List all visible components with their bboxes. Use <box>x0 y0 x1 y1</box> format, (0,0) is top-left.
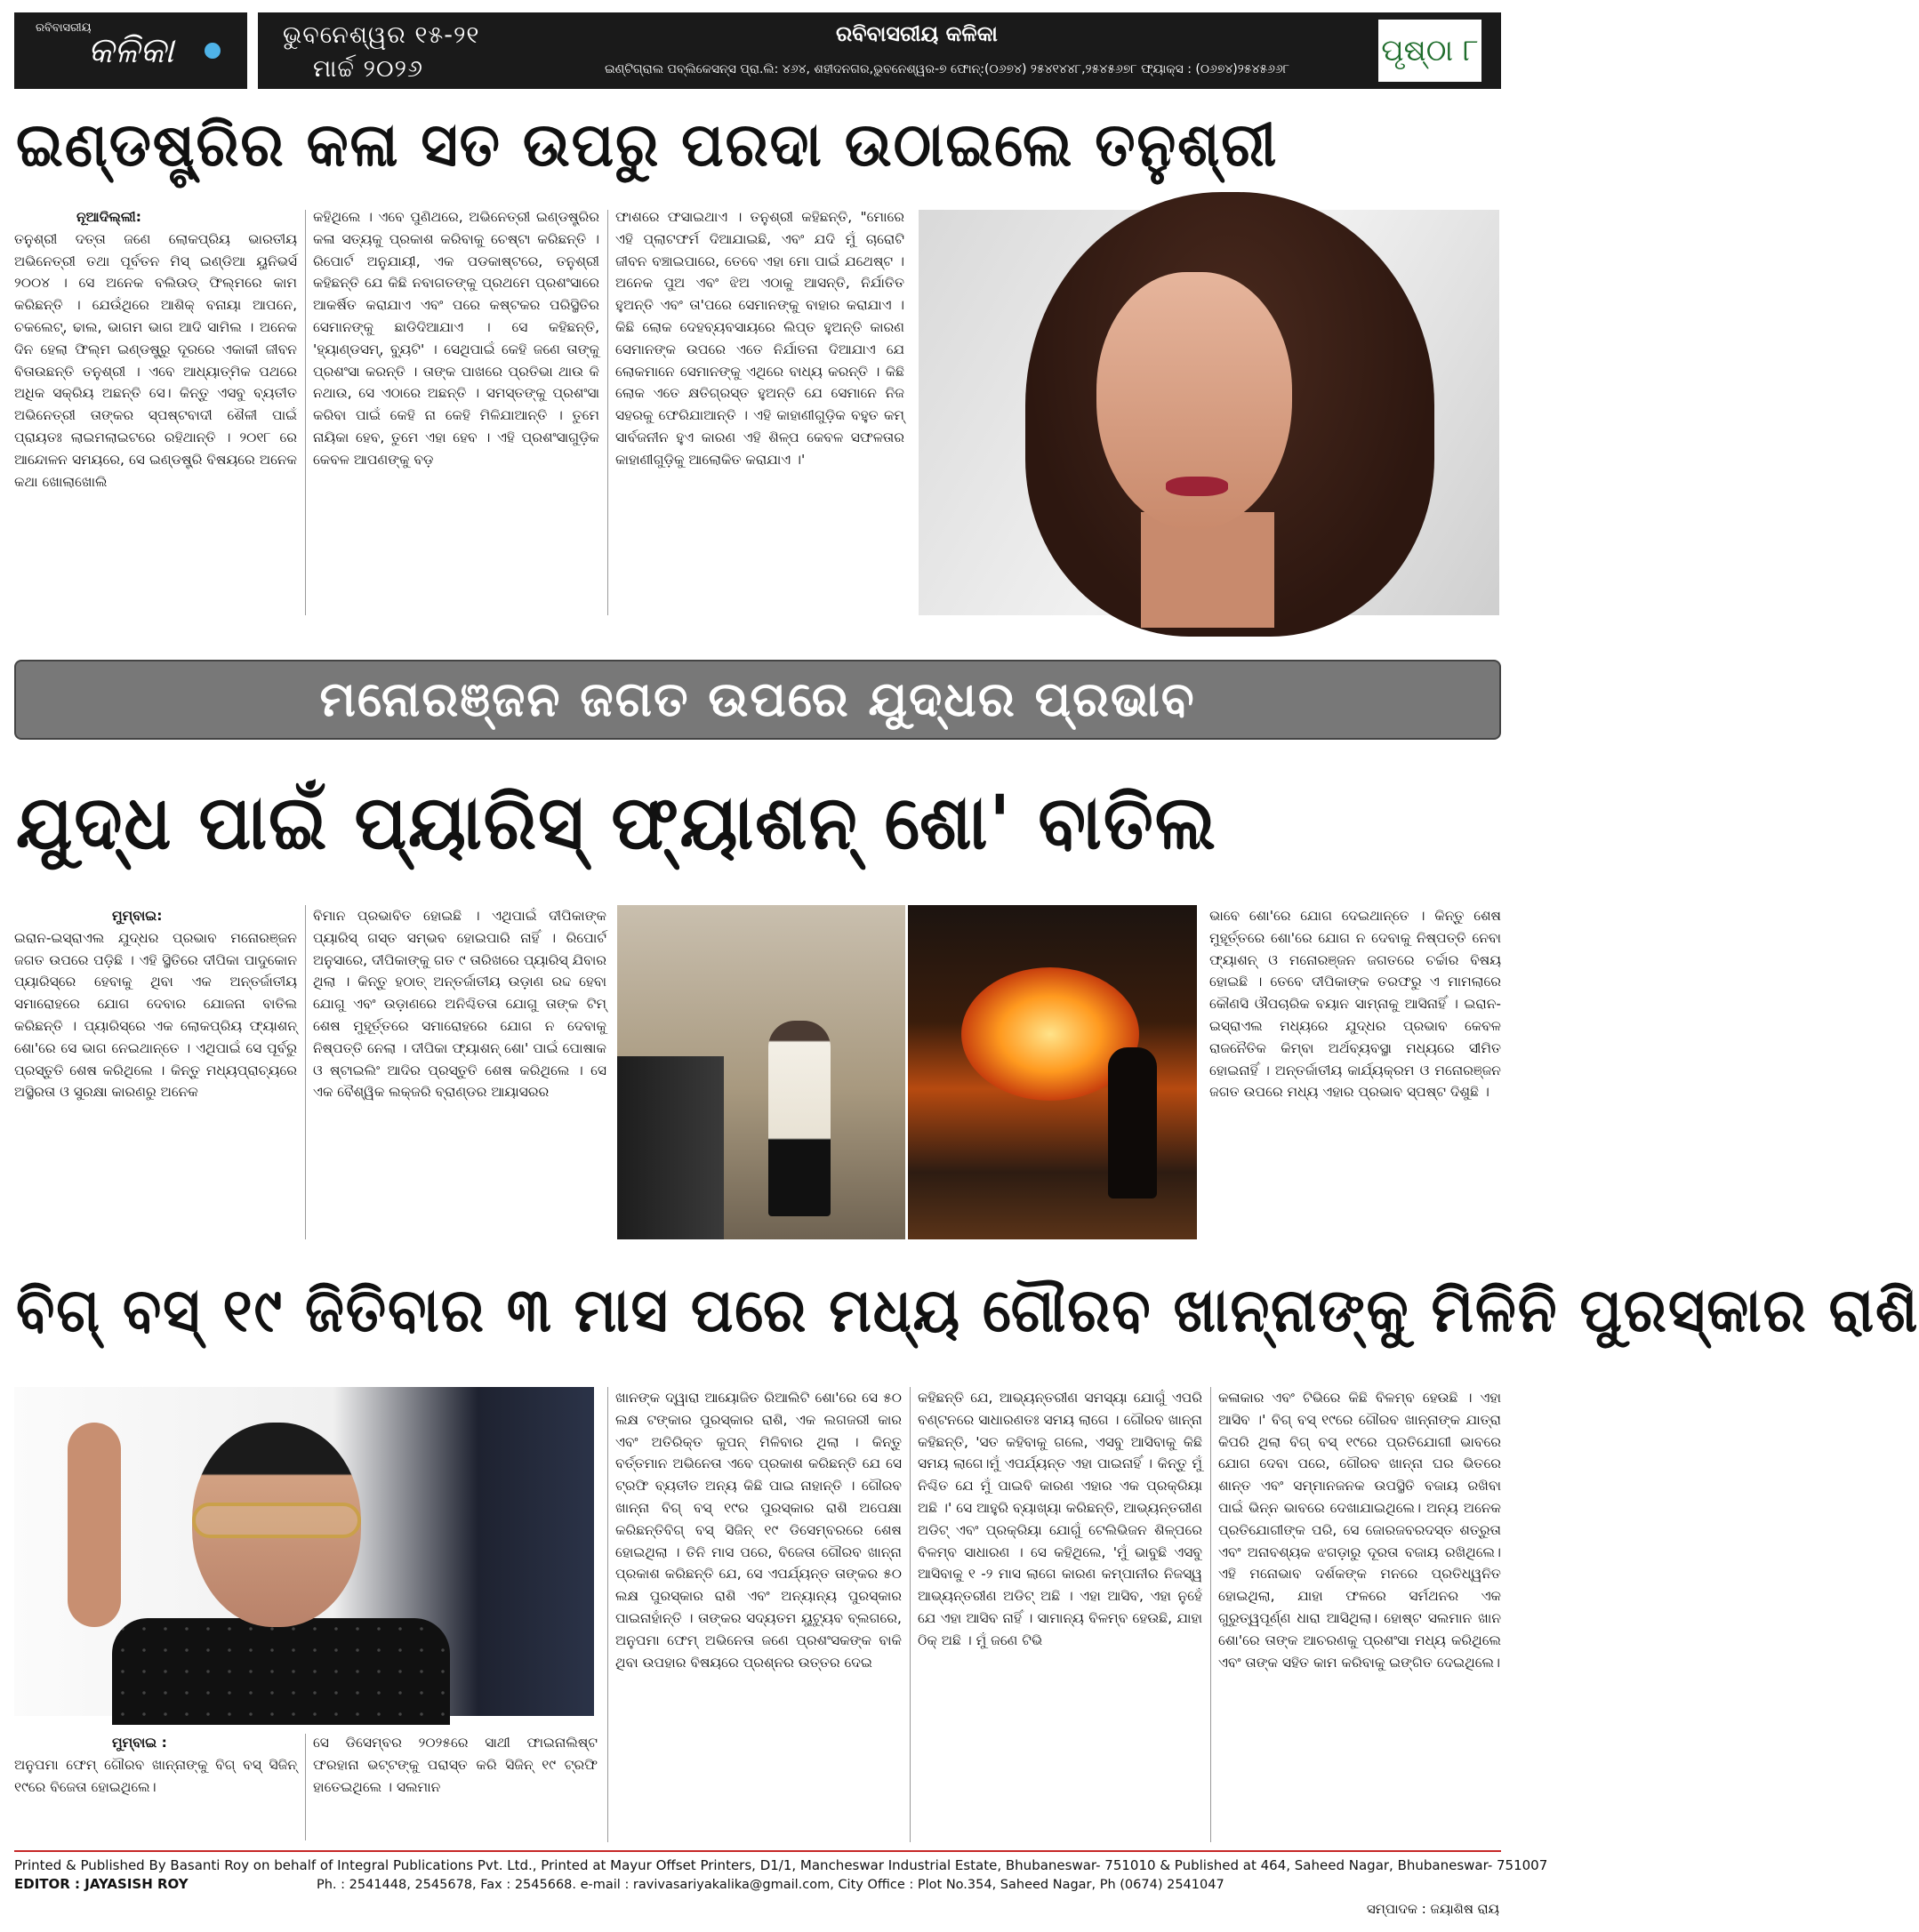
logo-small-text: ରବିବାସରୀୟ <box>36 21 92 35</box>
section-banner <box>14 660 1501 740</box>
story3-text-1: ଅନୁପମା ଫେମ୍ ଗୌରବ ଖାନ୍ନାଙ୍କୁ ବିଗ୍ ବସ୍ ସିଜିନ୍ ୧୯ରେ ବିଜେତା ହୋଇଥିଲେ। <box>14 1756 297 1795</box>
story2-text-2: ବିମାନ ପ୍ରଭାବିତ ହୋଇଛି । ଏଥିପାଇଁ ଦୀପିକାଙ୍କ ପ୍ୟାରିସ୍ ଗସ୍ତ ସମ୍ଭବ ହୋଇପାରି ନାହିଁ । ରିପୋର୍ଟ ଅନୁସାରେ, ଦୀପିକାଙ୍କୁ ଗତ ୯ ତାରିଖରେ ପ୍ୟାରିସ୍ ଯିବାର ଥିଲା । କିନ୍ତୁ ହଠାତ୍ ଅନ୍ତର୍ଜାତୀୟ ଉଡ଼ାଣ ରଦ୍ଦ ହେବା ଯୋଗୁ ଏବଂ ଉଡ଼ାଣରେ ଅନିଶ୍ଚିତତା ଯୋଗୁ ତାଙ୍କ ଟିମ୍ ଶେଷ ମୁହୂର୍ତ୍ତରେ ସମାରୋହରେ ଯୋଗ ନ ଦେବାକୁ ନିଷ୍ପତ୍ତି ନେଲା । ଦୀପିକା ଫ୍ୟାଶନ୍ ଶୋ' ପାଇଁ ପୋଷାକ ଓ ଷ୍ଟାଇଲିଂ ଆଦିର ପ୍ରସ୍ତୁତି ଶେଷ କରିଥିଲେ । ସେ ଏକ ବୈଶ୍ୱିକ ଲକ୍ଜରି ବ୍ରାଣ୍ଡର ଆୟାସରର <box>313 908 606 1101</box>
story3-text-2: ସେ ଡିସେମ୍ବର ୨୦୨୫ରେ ସାଥୀ ଫାଇନାଲିଷ୍ଟ ଫରହାନା ଭଟ୍ଟଙ୍କୁ ପରାସ୍ତ କରି ସିଜିନ୍ ୧୯ ଟ୍ରଫି ହାତେଇଥିଲେ । ସଲମାନ <box>313 1735 598 1795</box>
story3-dateline: ମୁମ୍ବାଇ : <box>112 1735 167 1751</box>
story1-text-1: ତନୁଶ୍ରୀ ଦତ୍ତା ଜଣେ ଲୋକପ୍ରିୟ ଭାରତୀୟ ଅଭିନେତ୍ରୀ ତଥା ପୂର୍ବତନ ମିସ୍ ଇଣ୍ଡିଆ ୟୁନିଭର୍ସ ୨୦୦୪ । ସେ ଅନେକ ବଲିଉଡ୍ ଫିଲ୍ମରେ କାମ କରିଛନ୍ତି । ଯେଉଁଥିରେ ଆଶିକ୍ ବନାୟା ଆପନେ, ଚକଲେଟ୍, ଢାଲ, ଭାଗମ ଭାଗ ଆଦି ସାମିଲ । ଅନେକ ଦିନ ହେଲା ଫିଲ୍ମ ଇଣ୍ଡଷ୍ଟ୍ରୁ ଦୂରରେ ଏକାକୀ ଜୀବନ ବିତାଉଛନ୍ତି ତନୁଶ୍ରୀ । ଏବେ ଆଧ୍ୟାତ୍ମିକ ପଥରେ ଅଧିକ ସକ୍ରିୟ ଅଛନ୍ତି ସେ। କିନ୍ତୁ ଏସବୁ ବ୍ୟତୀତ ଅଭିନେତ୍ରୀ ତାଙ୍କର ସ୍ପଷ୍ଟବାଦୀ ଶୈଳୀ ପାଇଁ ପ୍ରାୟତଃ ଲାଇମଲାଇଟରେ ରହିଥାନ୍ତି । ୨୦୧୮ ରେ ଆନ୍ଦୋଳନ ସମୟରେ, ସେ ଇଣ୍ଡଷ୍ଟ୍ରି ବିଷୟରେ ଅନେକ କଥା ଖୋଲାଖୋଲି <box>14 230 297 490</box>
story1-text-3: ଫାଶରେ ଫସାଇଥାଏ । ତନୁଶ୍ରୀ କହିଛନ୍ତି, "ମୋରେ ଏହି ପ୍ଲାଟଫର୍ମ ଦିଆଯାଇଛି, ଏବଂ ଯଦି ମୁଁ ଚାରୋଟି ଜୀବନ ବଞ୍ଚାଇପାରେ, ତେବେ ଏହା ମୋ ପାଇଁ ଯଥେଷ୍ଟ । ଅନେକ ପୁଅ ଏବଂ ଝିଅ ଏଠାକୁ ଆସନ୍ତି, ନିର୍ଯାତିତ ହୁଅନ୍ତି ଏବଂ ତା'ପରେ ସେମାନଙ୍କୁ ବାହାର କରାଯାଏ । କିଛି ଲୋକ ଦେହବ୍ୟବସାୟରେ ଲିପ୍ତ ହୁଅନ୍ତି କାରଣ ସେମାନଙ୍କ ଉପରେ ଏତେ ନିର୍ଯାତନା ଦିଆଯାଏ ଯେ ଲୋକମାନେ ସେମାନଙ୍କୁ ଏଥିରେ ବାଧ୍ୟ କରନ୍ତି । କିଛି ଲୋକ ଏତେ କ୍ଷତିଗ୍ରସ୍ତ ହୁଅନ୍ତି ଯେ ସେମାନେ ନିଜ ସହରକୁ ଫେରିଯାଆନ୍ତି । ଏହି କାହାଣୀଗୁଡ଼ିକ ବହୁତ କମ୍ ସାର୍ବଜନୀନ ହୁଏ କାରଣ ଏହି ଶିଳ୍ପ କେବଳ ସଫଳତାର କାହାଣୀଗୁଡ଼ିକୁ ଆଲୋକିତ କରାଯାଏ ।' <box>615 209 904 468</box>
gaurav-khanna-photo <box>14 1387 594 1716</box>
column-divider <box>305 1734 306 1840</box>
story3-column-5 <box>1218 1387 1501 1846</box>
logo-text: କଳିକା <box>87 30 174 71</box>
contact-line: Ph. : 2541448, 2545678, Fax : 2545668. e-mail : ravivasariyakalika@gmail.com, City Office : Plot No.354, Saheed Nagar, Ph (0674) 2541047 <box>317 1878 1224 1892</box>
column-divider <box>305 210 306 615</box>
story1-column-2 <box>313 206 599 624</box>
story1-headline: ଇଣ୍ଡଷ୍ଟ୍ରିର କଳା ସତ ଉପରୁ ପରଦା ଉଠାଇଲେ ତନୁଶ୍ରୀ <box>16 110 1279 180</box>
story3-column-1 <box>14 1732 297 1846</box>
flower-icon <box>205 43 221 59</box>
story3-headline: ବିଗ୍ ବସ୍ ୧୯ ଜିତିବାର ୩ ମାସ ପରେ ମଧ୍ୟ ଗୌରବ ଖାନ୍ନାଙ୍କୁ ମିଳିନି ପୁରସ୍କାର ରାଶି <box>16 1276 1919 1346</box>
story2-column-1 <box>14 905 297 1243</box>
fashion-show-photo <box>617 905 905 1239</box>
story2-text-3: ଭାବେ ଶୋ'ରେ ଯୋଗ ଦେଇଥାନ୍ତେ । କିନ୍ତୁ ଶେଷ ମୁହୂର୍ତ୍ତରେ ଶୋ'ରେ ଯୋଗ ନ ଦେବାକୁ ନିଷ୍ପତ୍ତି ନେବା ଫ୍ୟାଶନ୍ ଓ ମନୋରଞ୍ଜନ ଜଗତରେ ଚର୍ଚ୍ଚାର ବିଷୟ ହୋଇଛି । ତେବେ ଦୀପିକାଙ୍କ ତରଫରୁ ଏ ମାମଲାରେ କୌଣସି ଔପଚାରିକ ବୟାନ ସାମ୍ନାକୁ ଆସିନାହିଁ । ଇରାନ-ଇସ୍ରାଏଲ ମଧ୍ୟରେ ଯୁଦ୍ଧର ପ୍ରଭାବ କେବଳ ରାଜନୈତିକ କିମ୍ବା ଅର୍ଥବ୍ୟବସ୍ଥା ମଧ୍ୟରେ ସୀମିତ ହୋଇନାହିଁ । ଅନ୍ତର୍ଜାତୀୟ କାର୍ଯ୍ୟକ୍ରମ ଓ ମନୋରଞ୍ଜନ ଜଗତ ଉପରେ ମଧ୍ୟ ଏହାର ପ୍ରଭାବ ସ୍ପଷ୍ଟ ଦିଶୁଛି । <box>1209 908 1501 1101</box>
story3-column-4 <box>918 1387 1202 1846</box>
story1-column-3 <box>615 206 904 624</box>
tanushree-photo <box>919 210 1499 615</box>
story3-text-4: କହିଛନ୍ତି ଯେ, ଆଭ୍ୟନ୍ତରୀଣ ସମସ୍ୟା ଯୋଗୁଁ ଏପରି ବଣ୍ଟନରେ ସାଧାରଣତଃ ସମୟ ଲାଗେ । ଗୌରବ ଖାନ୍ନା କହିଛନ୍ତି, 'ସତ କହିବାକୁ ଗଲେ, ଏସବୁ ଆସିବାକୁ କିଛି ସମୟ ଲାଗେ।ମୁଁ ଏପର୍ଯ୍ୟନ୍ତ ଏହା ପାଇନାହିଁ । କିନ୍ତୁ ମୁଁ ନିଶ୍ଚିତ ଯେ ମୁଁ ପାଇବି କାରଣ ଏହାର ଏକ ପ୍ରକ୍ରିୟା ଅଛି ।' ସେ ଆହୁରି ବ୍ୟାଖ୍ୟା କରିଛନ୍ତି, ଆଭ୍ୟନ୍ତରୀଣ ଅଡିଟ୍ ଏବଂ ପ୍ରକ୍ରିୟା ଯୋଗୁଁ ଟେଲିଭିଜନ ଶିଳ୍ପରେ ବିଳମ୍ବ ସାଧାରଣ । ସେ କହିଥିଲେ, 'ମୁଁ ଭାବୁଛି ଏସବୁ ଆସିବାକୁ ୧ -୨ ମାସ ଲାଗେ କାରଣ କମ୍ପାନୀର ନିଜସ୍ୱ ଆଭ୍ୟନ୍ତରୀଣ ଅଡିଟ୍ ଅଛି । ଏହା ଆସିବ, ଏହା ନୁହେଁ ଯେ ଏହା ଆସିବ ନାହିଁ । ସାମାନ୍ୟ ବିଳମ୍ବ ହେଉଛି, ଯାହା ଠିକ୍ ଅଛି । ମୁଁ ଜଣେ ଟିଭି <box>918 1390 1202 1648</box>
war-fire-photo <box>908 905 1197 1239</box>
publisher-address: ଇଣ୍ଟିଗ୍ରାଲ ପବ୍ଲିକେସନ୍ସ ପ୍ରା.ଲି: ୪୬୪, ଶହୀଦନଗର,ଭୁବନେଶ୍ୱର-୭ ଫୋନ୍:(୦୬୭୪) ୨୫୪୧୪୪୮,୨୫୪୫୬୭୮ ଫ୍ୟାକ୍ସ : (୦୬୭୪)୨୫୪୫୬୬୮ <box>605 62 1290 76</box>
issue-date-line2: ମାର୍ଚ୍ଚ ୨୦୨୬ <box>313 55 423 83</box>
story1-column-1 <box>14 206 297 624</box>
masthead-bar <box>258 12 1501 89</box>
column-divider <box>607 210 608 615</box>
page-number: ପୃଷ୍ଠା ୮ <box>1378 20 1481 82</box>
story3-text-5: କଳାକାର ଏବଂ ଟିଭିରେ କିଛି ବିଳମ୍ବ ହେଉଛି । ଏହା ଆସିବ ।' ବିଗ୍ ବସ୍ ୧୯ରେ ଗୌରବ ଖାନ୍ନାଙ୍କ ଯାତ୍ରା କିପରି ଥିଲା ବିଗ୍ ବସ୍ ୧୯ରେ ପ୍ରତିଯୋଗୀ ଭାବରେ ଯୋଗ ଦେବା ପରେ, ଗୌରବ ଖାନ୍ନା ଘର ଭିତରେ ଶାନ୍ତ ଏବଂ ସମ୍ମାନଜନକ ଉପସ୍ଥିତି ବଜାୟ ରଖିବା ପାଇଁ ଭିନ୍ନ ଭାବରେ ଦେଖାଯାଇଥିଲେ। ଅନ୍ୟ ଅନେକ ପ୍ରତିଯୋଗୀଙ୍କ ପରି, ସେ ଜୋରଜବରଦସ୍ତ ଶତ୍ରୁତା ଏବଂ ଅନାବଶ୍ୟକ ଝଗଡ଼ାରୁ ଦୂରତା ବଜାୟ ରଖିଥିଲେ। ଏହି ମନୋଭାବ ଦର୍ଶକଙ୍କ ମନରେ ପ୍ରତିଧ୍ୱନିତ ହୋଇଥିଲା, ଯାହା ଫଳରେ ସର୍ମଥନର ଏକ ଗୁରୁତ୍ୱପୂର୍ଣ୍ଣ ଧାରା ଆସିଥିଲା। ହୋଷ୍ଟ ସଲମାନ ଖାନ ଶୋ'ରେ ତାଙ୍କ ଆଚରଣକୁ ପ୍ରଶଂସା ମଧ୍ୟ କରିଥିଲେ ଏବଂ ତାଙ୍କ ସହିତ କାମ କରିବାକୁ ଇଙ୍ଗିତ ଦେଇଥିଲେ। <box>1218 1390 1501 1671</box>
column-divider <box>607 1387 608 1842</box>
imprint-line: Printed & Published By Basanti Roy on behalf of Integral Publications Pvt. Ltd., Printed at Mayur Offset Printers, D1/1, Mancheswar Industrial Estate, Bhubaneswar- 751010 & Published at 464, Saheed Nagar, Bhubaneswar- 751007 <box>14 1857 1548 1873</box>
story3-column-3 <box>615 1387 902 1846</box>
editor-odia: ସମ୍ପାଦକ : ଜୟାଶିଷ ରାୟ <box>1366 1901 1499 1917</box>
section-banner-text: ମନୋରଞ୍ଜନ ଜଗତ ଉପରେ ଯୁଦ୍ଧର ପ୍ରଭାବ <box>319 671 1196 727</box>
column-divider <box>1210 1387 1211 1842</box>
story2-text-1: ଇରାନ-ଇସ୍ରାଏଲ ଯୁଦ୍ଧର ପ୍ରଭାବ ମନୋରଞ୍ଜନ ଜଗତ ଉପରେ ପଡ଼ିଛି । ଏହି ସ୍ଥିତିରେ ଦୀପିକା ପାଦୁକୋନ ପ୍ୟାରିସ୍‌ରେ ହେବାକୁ ଥିବା ଏକ ଅନ୍ତର୍ଜାତୀୟ ସମାରୋହରେ ଯୋଗ ଦେବାର ଯୋଜନା ବାତିଲ କରିଛନ୍ତି । ପ୍ୟାରିସ୍‌ରେ ଏକ ଲୋକପ୍ରିୟ ଫ୍ୟାଶନ୍ ଶୋ'ରେ ସେ ଭାଗ ନେଇଥାନ୍ତେ । ଏଥିପାଇଁ ସେ ପୂର୍ବରୁ ପ୍ରସ୍ତୁତି ଶେଷ କରିଥିଲେ । କିନ୍ତୁ ମଧ୍ୟପ୍ରାଚ୍ୟରେ ଅସ୍ଥିରତା ଓ ସୁରକ୍ଷା କାରଣରୁ ଅନେକ <box>14 929 297 1101</box>
story3-text-3: ଖାନଙ୍କ ଦ୍ୱାରା ଆୟୋଜିତ ରିଆଲିଟି ଶୋ'ରେ ସେ ୫୦ ଲକ୍ଷ ଟଙ୍କାର ପୁରସ୍କାର ରାଶି, ଏକ ଲଗଜରୀ କାର ଏବଂ ଅତିରିକ୍ତ କୁପନ୍ ମିଳିବାର ଥିଲା । କିନ୍ତୁ ବର୍ତ୍ତମାନ ଅଭିନେତା ଏବେ ପ୍ରକାଶ କରିଛନ୍ତି ଯେ ସେ ଟ୍ରଫି ବ୍ୟତୀତ ଅନ୍ୟ କିଛି ପାଇ ନାହାନ୍ତି । ଗୌରବ ଖାନ୍ନା ବିଗ୍ ବସ୍ ୧୯ର ପୁରସ୍କାର ରାଶି ଅପେକ୍ଷା କରିଛନ୍ତିବିଗ୍ ବସ୍ ସିଜିନ୍ ୧୯ ଡିସେମ୍ବରରେ ଶେଷ ହୋଇଥିଲା । ତିନି ମାସ ପରେ, ବିଜେତା ଗୌରବ ଖାନ୍ନା ପ୍ରକାଶ କରିଛନ୍ତି ଯେ, ସେ ଏପର୍ଯ୍ୟନ୍ତ ତାଙ୍କର ୫୦ ଲକ୍ଷ ପୁରସ୍କାର ରାଶି ଏବଂ ଅନ୍ୟାନ୍ୟ ପୁରସ୍କାର ପାଇନାହାଁନ୍ତି । ତାଙ୍କର ସଦ୍ୟତମ ୟୁଟ୍ୟୁବ ବ୍ଲଗରେ, ଅନୁପମା ଫେମ୍ ଅଭିନେତା ଜଣେ ପ୍ରଶଂସକଙ୍କ ବାକି ଥିବା ଉପହାର ବିଷୟରେ ପ୍ରଶ୍ନର ଉତ୍ତର ଦେଇ <box>615 1390 902 1671</box>
story1-dateline: ନୂଆଦିଲ୍ଲୀ: <box>76 209 141 225</box>
publication-name: ରବିବାସରୀୟ କଳିକା <box>836 21 998 46</box>
story2-column-2 <box>313 905 606 1243</box>
editor-line: EDITOR : JAYASISH ROY <box>14 1876 189 1892</box>
story2-dateline: ମୁମ୍ବାଇ: <box>112 908 163 924</box>
footer-rule <box>14 1850 1501 1852</box>
column-divider <box>305 905 306 1239</box>
story2-headline: ଯୁଦ୍ଧ ପାଇଁ ପ୍ୟାରିସ୍ ଫ୍ୟାଶନ୍ ଶୋ' ବାତିଲ <box>16 779 1217 866</box>
story1-text-2: କହିଥିଲେ । ଏବେ ପୁଣିଥରେ, ଅଭିନେତ୍ରୀ ଇଣ୍ଡଷ୍ଟ୍ରିର କଳା ସତ୍ୟକୁ ପ୍ରକାଶ କରିବାକୁ ଚେଷ୍ଟା କରିଛନ୍ତି । ରିପୋର୍ଟ ଅନୁଯାୟୀ, ଏକ ପଡକାଷ୍ଟରେ, ତନୁଶ୍ରୀ କହିଛନ୍ତି ଯେ କିଛି ନବାଗତଙ୍କୁ ପ୍ରଥମେ ପ୍ରଶଂସାରେ ଆକର୍ଷିତ କରାଯାଏ ଏବଂ ପରେ କଷ୍ଟକର ପରିସ୍ଥିତିର ସେମାନଙ୍କୁ ଛାଡିଦିଆଯାଏ । ସେ କହିଛନ୍ତି, 'ହ୍ୟାଣ୍ଡସମ୍, ବ୍ୟୁଟି' । ସେଥିପାଇଁ କେହି ଜଣେ ତାଙ୍କୁ ପ୍ରଶଂସା କରନ୍ତି । ତାଙ୍କ ପାଖରେ ପ୍ରତିଭା ଥାଉ କି ନଥାଉ, ସେ ଏଠାରେ ଅଛନ୍ତି । ସମସ୍ତଙ୍କୁ ପ୍ରଶଂସା କରିବା ପାଇଁ କେହି ନା କେହି ମିଳିଯାଆନ୍ତି । ତୁମେ ନାୟିକା ହେବ, ତୁମେ ଏହା ହେବ । ଏହି ପ୍ରଶଂସାଗୁଡ଼ିକ କେବଳ ଆପଣଙ୍କୁ ବଡ଼ <box>313 209 599 468</box>
column-divider <box>910 1387 911 1842</box>
masthead-logo <box>14 12 247 89</box>
story3-column-2 <box>313 1732 598 1846</box>
story2-column-3 <box>1209 905 1501 1243</box>
issue-date-line1: ଭୁବନେଶ୍ୱର ୧୫-୨୧ <box>283 21 480 49</box>
